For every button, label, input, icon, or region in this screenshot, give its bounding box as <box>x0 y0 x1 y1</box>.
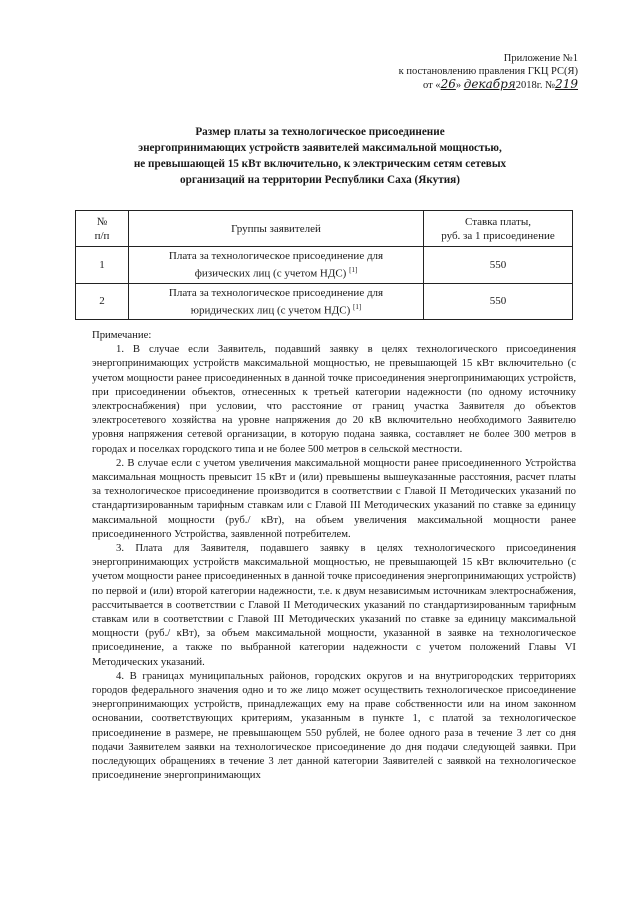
row-value: 550 <box>424 247 573 284</box>
row-description-line1: Плата за технологическое присоединение для <box>168 286 384 299</box>
row-description-line2 <box>133 300 419 318</box>
document-title <box>95 124 545 188</box>
header-group: Группы заявителей <box>129 211 424 247</box>
date-year: 2018г. № <box>515 80 556 91</box>
appendix-resolution: к постановлению правления ГКЦ РС(Я) <box>398 66 578 77</box>
fee-table <box>75 210 573 320</box>
resolution-number: 219 <box>555 77 578 91</box>
row-description <box>129 283 424 320</box>
row-description-text: юридических лиц (с учетом НДС) <box>190 304 351 317</box>
date-day: 26 <box>440 77 456 91</box>
title-line-4: организаций на территории Республики Саха (Якутия) <box>180 174 460 186</box>
date-sep: » <box>455 80 462 91</box>
table-row <box>76 283 573 320</box>
row-description <box>129 247 424 284</box>
row-value: 550 <box>424 283 573 320</box>
table-header-row <box>76 211 573 247</box>
appendix-date <box>399 78 578 92</box>
note-item-2: 2. В случае если с учетом увеличения максимальной мощности ранее присоединенного Устройства максимальная мощность превысит 15 кВт и (или) превышены вышеуказанные расстояния, расчет платы за технологическое присоединение производится в соответствии с Главой II Методических указаний по стандартизированным тарифным ставкам или с Главой III Методических указаний по ставке за единицу максимальной мощности (руб./ кВт), на объем увеличения максимальной мощности ранее присоединенного Устройства, заявленной потребителем. <box>92 456 576 540</box>
header-number-line1: № <box>96 215 108 228</box>
header-rate-line1: Ставка платы, <box>465 215 531 228</box>
row-number: 1 <box>76 247 129 284</box>
note-item-1: 1. В случае если Заявитель, подавший заявку в целях технологического присоединения энергопринимающих устройств максимальной мощностью, не превышающей 15 кВт включительно (с учетом мощности ранее присоединенных в данной точке присоединения энергопринимающих устройств, при присоединении объектов, отнесенных к третьей категории надежности (по одному источнику электроснабжения) при условии, что расстояние от границ участка Заявителя до объектов электросетевого хозяйства на уровне напряжения до 20 кВ включительно необходимого Заявителю уровня напряжения сетевой организации, в которую подана заявка, составляет не более 300 метров в городах и поселках городского типа и не более 500 метров в сельской местности. <box>92 343 576 455</box>
footnote-ref[interactable]: [1] <box>349 266 358 274</box>
footnote-ref[interactable]: [1] <box>353 302 362 311</box>
row-description-line2 <box>133 263 419 281</box>
table-row <box>76 247 573 284</box>
title-line-2: энергопринимающих устройств заявителей максимальной мощностью, <box>138 142 502 154</box>
notes-heading: Примечание: <box>92 329 152 341</box>
appendix-block <box>399 52 578 92</box>
row-description-text: физических лиц (с учетом НДС) <box>194 267 347 280</box>
row-number: 2 <box>76 283 129 320</box>
note-item-3: 3. Плата для Заявителя, подавшего заявку в целях технологического присоединения энергопринимающих устройств максимальной мощностью, не превышающей 15 кВт включительно (с учетом мощности ранее присоединенных в данной точке присоединения энергопринимающих устройств) по первой и (или) второй категории надежности, т.е. к двум независимым источникам электроснабжения, рассчитывается в соответствии с Главой II Методических указаний по стандартизированным тарифным ставкам или в соответствии с Главой III Методических указаний по ставке за единицу максимальной мощности (руб./ кВт), за объем максимальной мощности, указанной в заявке на технологическое присоединение, а также по выбранной категории надежности с учетом положений Главы VI Методических указаний. <box>92 542 576 668</box>
notes-section <box>92 328 576 783</box>
title-line-1: Размер платы за технологическое присоединение <box>195 126 445 138</box>
header-number <box>76 211 129 247</box>
date-prefix: от « <box>422 80 441 91</box>
header-number-line2: п/п <box>94 229 110 242</box>
date-month: декабря <box>463 77 516 91</box>
header-rate-line2: руб. за 1 присоединение <box>441 229 555 242</box>
note-item-4: 4. В границах муниципальных районов, городских округов и на внутригородских территориях городов федерального значения одно и то же лицо может осуществить технологическое присоединение энергопринимающих устройств, принадлежащих ему на праве собственности или на ином законном основании, соответствующих критериям, указанным в пункте 1, с платой за технологическое присоединение в размере, не превышающем 550 рублей, не более одного раза в течение 3 лет со дня подачи Заявителем заявки на технологическое присоединение до дня подачи следующей заявки. При последующих обращениях в течение 3 лет данной категории Заявителей с заявкой на технологическое присоединение энергопринимающих <box>92 669 576 782</box>
appendix-number: Приложение №1 <box>503 53 578 64</box>
header-rate <box>424 211 573 247</box>
title-line-3: не превышающей 15 кВт включительно, к электрическим сетям сетевых <box>133 158 507 170</box>
row-description-line1: Плата за технологическое присоединение для <box>168 250 384 262</box>
